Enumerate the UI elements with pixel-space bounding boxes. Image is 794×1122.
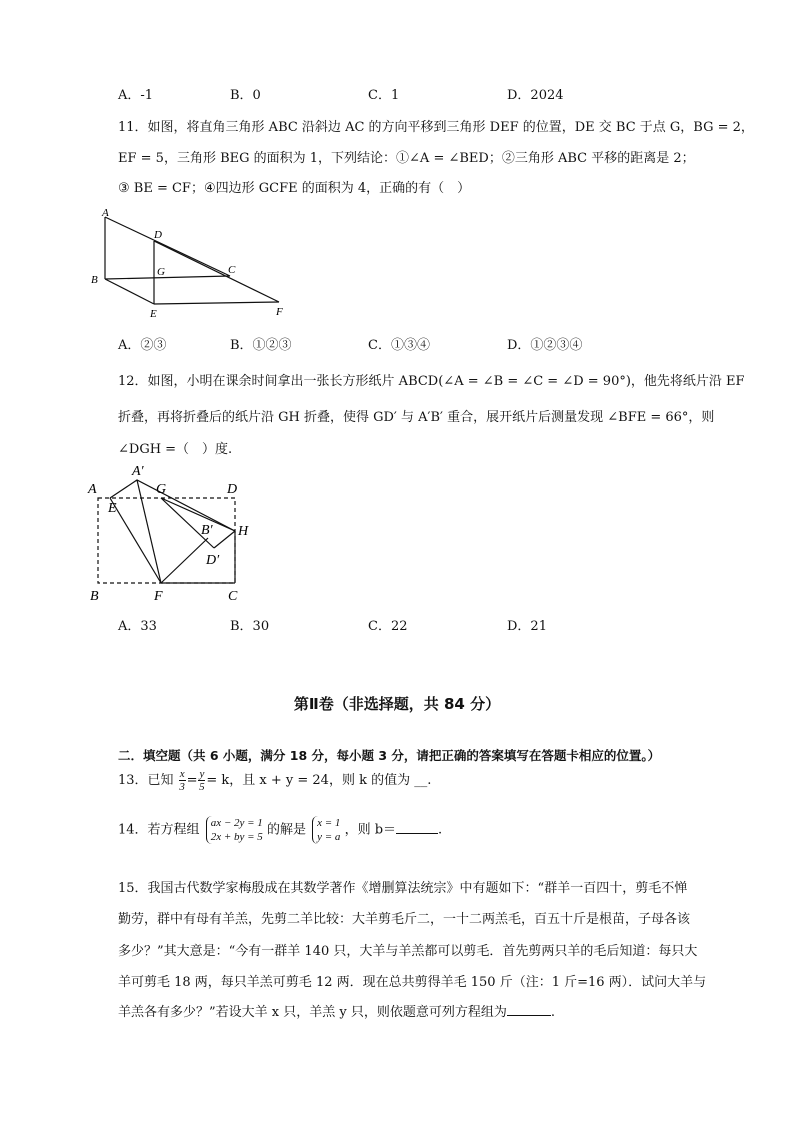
q14-prefix: 14．若方程组 [118,822,200,838]
q11-option-a: A．②③ [118,338,167,353]
q11-option-d: D．①②③④ [507,338,583,353]
q12-crease-ef [110,498,161,583]
q12-label-h: H [238,524,249,539]
fill-blank-section-heading: 二．填空题（共 6 小题，满分 18 分，每小题 3 分，请把正确的答案填写在答题卡相应的位置。） [118,748,661,763]
q11-stem-line2: EF = 5，三角形 BEG 的面积为 1，下列结论：①∠A = ∠BED；②三角形 ABC 平移的距离是 2； [118,151,695,166]
q10-option-d: D．2024 [507,88,564,103]
q12-label-b-prime: B′ [201,523,213,538]
q11-label-d: D [154,229,162,241]
q13-suffix: = k，且 x + y = 24，则 k 的值为 __. [206,773,432,788]
q14-solution: x = 1 y = a [312,816,340,844]
q10-option-b: B．0 [230,88,261,103]
q10-option-c: C．1 [368,88,400,103]
q12-label-a-prime: A′ [132,464,144,479]
q11-option-b: B．①②③ [230,338,292,353]
q12-label-f: F [154,589,163,604]
q13-fraction-y-over-5: $\frac{y}{5}$ [199,768,205,793]
q12-label-e: E [108,501,117,516]
q14-mid: 的解是 [266,822,306,838]
q15-line5-wrap: 羊羔各有多少？”若设大羊 x 只，羊羔 y 只，则依题意可列方程组为 . [118,1005,555,1020]
q11-label-g: G [157,266,165,278]
q12-option-a: A．33 [118,619,157,634]
q11-stem-line3: ③ BE = CF；④四边形 GCFE 的面积为 4，正确的有（ ） [118,181,471,196]
q11-segment-be [105,279,154,304]
q15-line5: 羊羔各有多少？”若设大羊 x 只，羊羔 y 只，则依题意可列方程组为 [118,1005,507,1020]
q14-stem: 14．若方程组 ax − 2y = 1 2x + by = 5 的解是 x = 1 y = a ，则 b＝ . [118,817,443,843]
q13-fraction-x-over-3: $\frac{x}{3}$ [179,768,185,793]
q11-figure [88,205,298,323]
q11-label-b: B [91,274,98,286]
q14-answer-blank[interactable] [396,833,438,834]
q10-option-a: A．-1 [118,88,154,103]
q12-label-d: D [227,482,238,497]
q12-fold-dh [214,531,235,548]
part2-title: 第Ⅱ卷（非选择题，共 84 分） [293,695,501,713]
q15-answer-blank[interactable] [507,1015,551,1016]
q12-folded-edge-top [110,480,238,531]
q12-crease-gh [161,498,235,531]
q15-line1: 15．我国古代数学家梅殷成在其数学著作《增删算法统宗》中有题如下：“群羊一百四十，剪毛不惮 [118,881,688,896]
q12-label-b: B [90,589,99,604]
q12-rect-original [98,498,235,583]
q12-label-g: G [156,482,167,497]
q11-segment-bc [105,276,230,279]
q14-suffix: ，则 b＝ [344,822,397,838]
q15-line4: 羊可剪毛 18 两，每只羊羔可剪毛 12 两．现在总共剪得羊毛 150 斤（注：1 斤=16 两）．试问大羊与 [118,975,707,990]
q12-label-c: C [228,589,238,604]
q11-segment-df [154,241,279,302]
q12-option-d: D．21 [507,619,547,634]
q12-option-c: C．22 [368,619,408,634]
q11-label-e: E [150,308,157,320]
q11-segment-ac [105,217,230,276]
q15-line2: 勤劳，群中有母有羊羔，先剪二羊比较：大羊剪毛斤二，一十二两羔毛，百五十斤是根苗，子母各该 [118,912,691,927]
q11-option-c: C．①③④ [368,338,430,353]
q13-prefix: 13．已知 [118,773,174,788]
q12-stem-line1: 12．如图，小明在课余时间拿出一张长方形纸片 ABCD(∠A = ∠B = ∠C = ∠D = 90°)，他先将纸片沿 EF [118,374,745,389]
q12-figure [84,460,264,608]
q15-line3: 多少？”其大意是：“今有一群羊 140 只，大羊与羊羔都可以剪毛．首先剪两只羊的毛后知道：每只大 [118,944,698,959]
q14-system-equations: ax − 2y = 1 2x + by = 5 [206,816,263,844]
q11-label-c: C [228,264,236,276]
q11-label-f: F [276,306,283,318]
q11-stem-line1: 11．如图，将直角三角形 ABC 沿斜边 AC 的方向平移到三角形 DEF 的位置，DE 交 BC 于点 G，BG = 2， [118,120,754,135]
q11-segment-ef [154,302,279,304]
q12-label-a: A [88,482,97,497]
q12-label-d-prime: D′ [206,553,220,568]
q13-stem: 13．已知 $\frac{x}{3}$ = $\frac{y}{5}$ = k，且 x + y = 24，则 k 的值为 __. [118,768,432,793]
q12-stem-line2: 折叠，再将折叠后的纸片沿 GH 折叠，使得 GD′ 与 A′B′ 重合，展开纸片后测量发现 ∠BFE = 66°，则 [118,410,715,425]
q12-stem-line3: ∠DGH =（ ）度. [118,442,233,457]
q12-fold-fb [161,538,208,583]
q11-label-a: A [102,207,109,219]
q12-option-b: B．30 [230,619,270,634]
